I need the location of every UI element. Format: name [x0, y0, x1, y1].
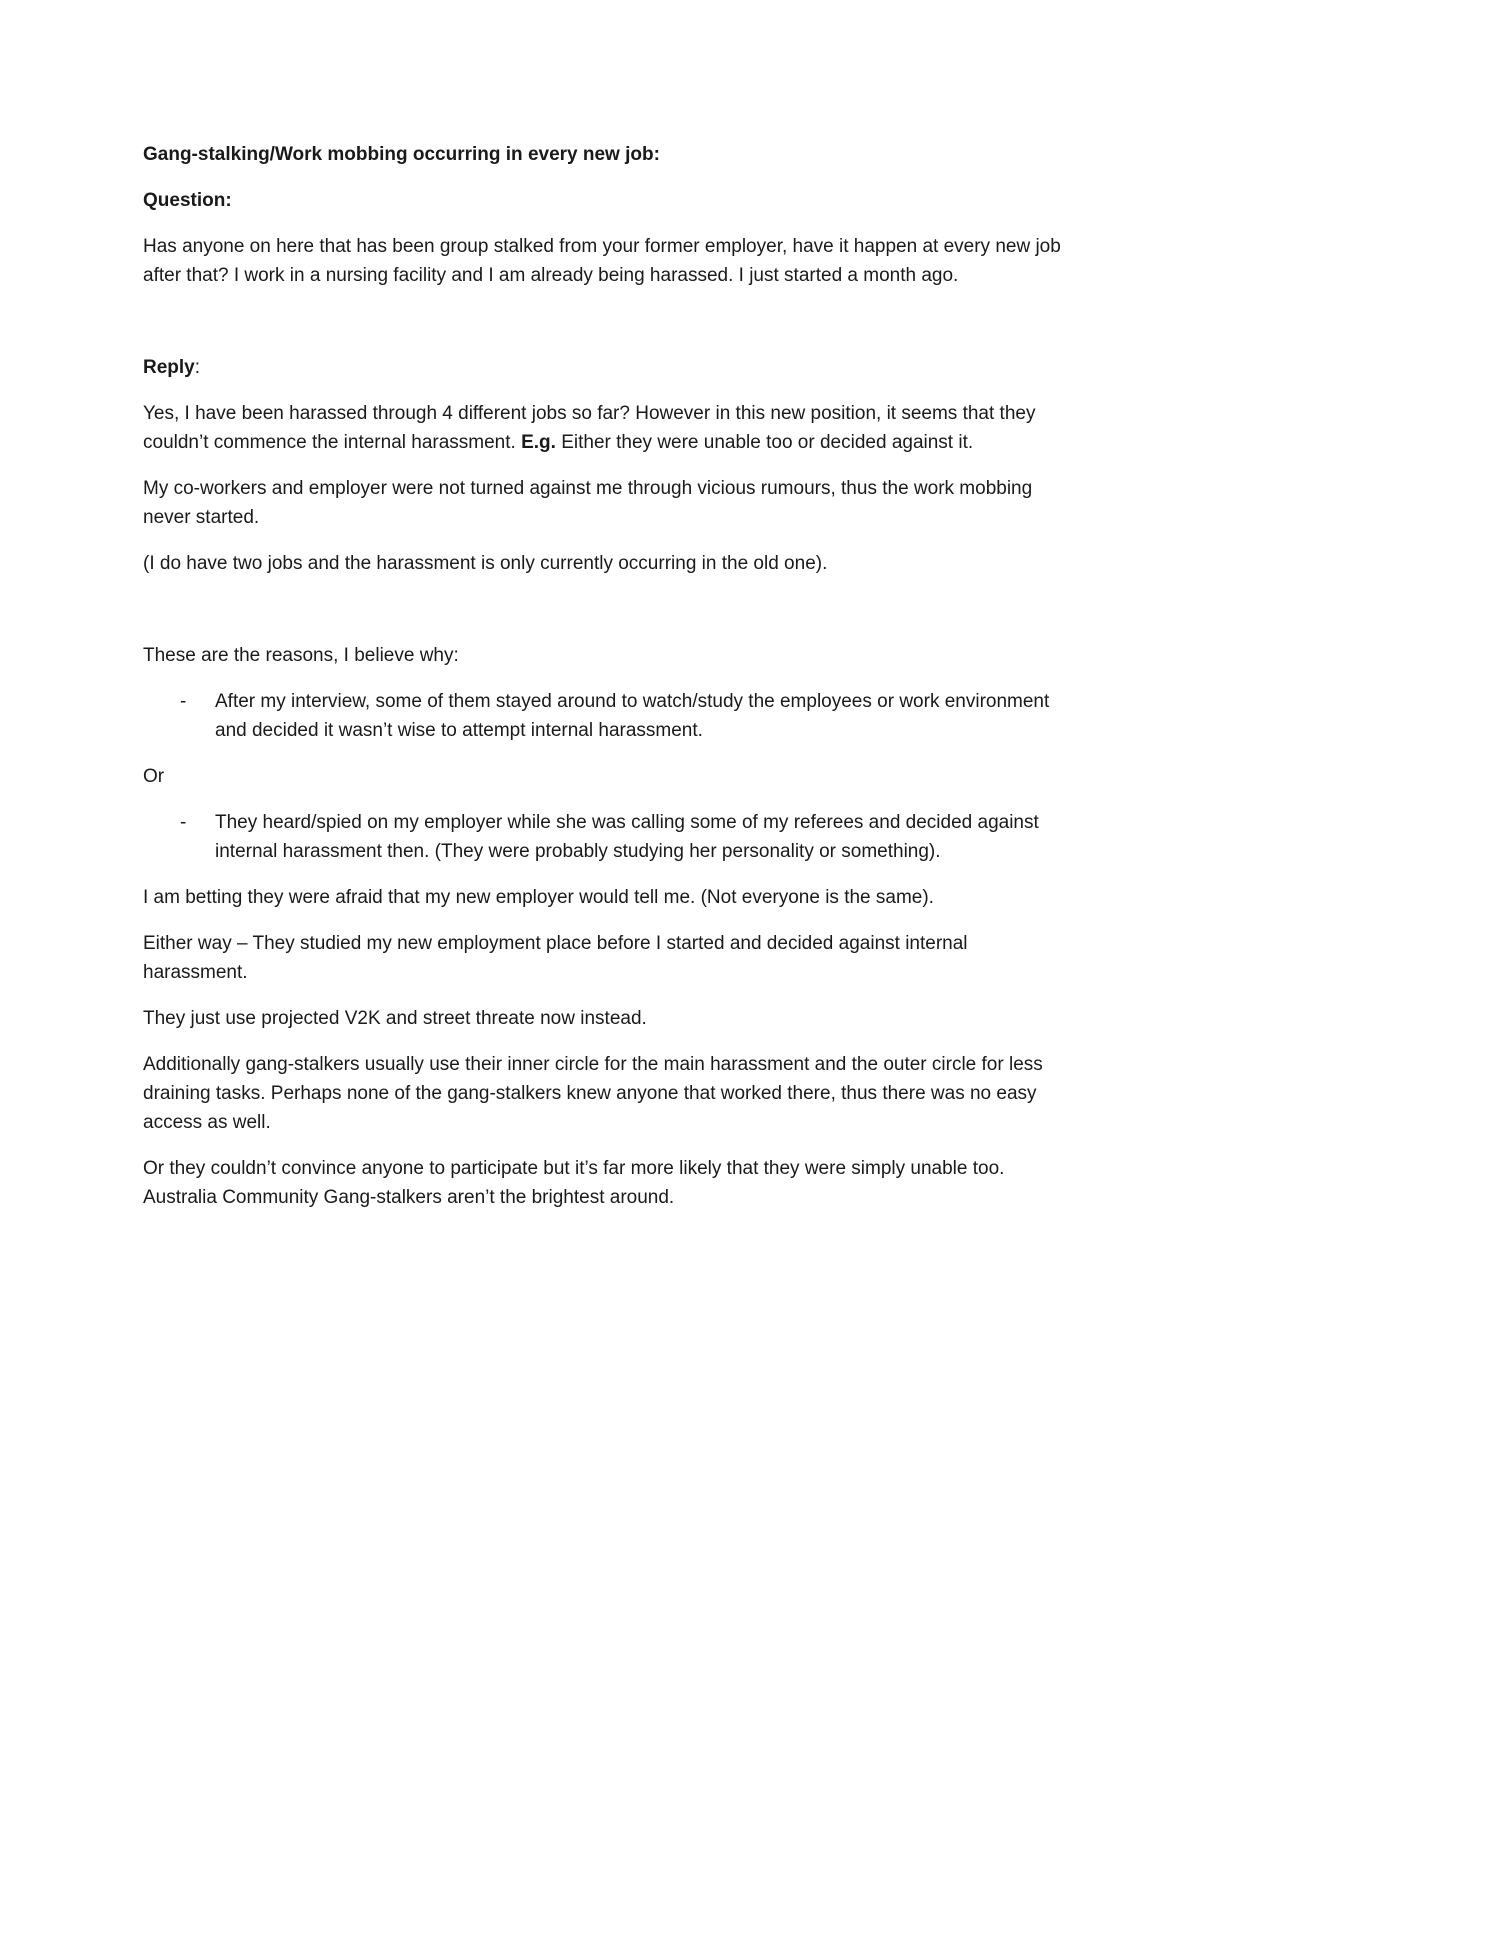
reply-heading	[143, 353, 1071, 382]
blank-line	[143, 307, 1071, 353]
reply-paragraph-5: Either way – They studied my new employment place before I started and decided against internal harassment.	[143, 933, 968, 983]
reply-paragraph-1-bold: E.g.	[521, 432, 556, 453]
bullet-dash: -	[180, 812, 187, 833]
list-item	[143, 808, 1071, 866]
reply-paragraph-1	[143, 399, 1071, 457]
reply-paragraph-1-text: Yes, I have been harassed through 4 different jobs so far? However in this new position, it seems that they couldn’t commence the internal harassment.	[143, 403, 1036, 453]
question-body: Has anyone on here that has been group stalked from your former employer, have it happen at every new job after that? I work in a nursing facility and I am already being harassed. I just started a month ago.	[143, 236, 1061, 286]
reply-paragraph-6: They just use projected V2K and street threate now instead.	[143, 1008, 647, 1029]
blank-line	[143, 595, 1071, 641]
reply-paragraph-2: My co-workers and employer were not turned against me through vicious rumours, thus the work mobbing never started.	[143, 478, 1033, 528]
reasons-intro: These are the reasons, I believe why:	[143, 645, 459, 666]
document-content	[143, 140, 1071, 1212]
reply-paragraph-8: Or they couldn’t convince anyone to participate but it’s far more likely that they were simply unable too. Australia Community Gang-stalkers aren’t the brightest around.	[143, 1158, 1005, 1208]
reply-paragraph-3: (I do have two jobs and the harassment is only currently occurring in the old one).	[143, 553, 828, 574]
reply-paragraph-1-text-after: Either they were unable too or decided against it.	[555, 432, 974, 453]
or-label: Or	[143, 766, 165, 787]
reply-label: Reply	[143, 357, 195, 378]
reply-colon: :	[194, 357, 201, 378]
reply-paragraph-4: I am betting they were afraid that my new employer would tell me. (Not everyone is the same).	[143, 887, 934, 908]
list-item	[143, 687, 1071, 745]
bullet-dash: -	[180, 691, 187, 712]
bullet-text: After my interview, some of them stayed around to watch/study the employees or work environment and decided it wasn’t wise to attempt internal harassment.	[215, 691, 1050, 741]
bullet-text: They heard/spied on my employer while she was calling some of my referees and decided against internal harassment then. (They were probably studying her personality or something).	[215, 812, 1039, 862]
document-title: Gang-stalking/Work mobbing occurring in every new job:	[143, 144, 660, 165]
reply-paragraph-7: Additionally gang-stalkers usually use their inner circle for the main harassment and the outer circle for less draining tasks. Perhaps none of the gang-stalkers knew anyone that worked there, thus there was no easy access as well.	[143, 1054, 1043, 1133]
question-heading: Question:	[143, 190, 232, 211]
